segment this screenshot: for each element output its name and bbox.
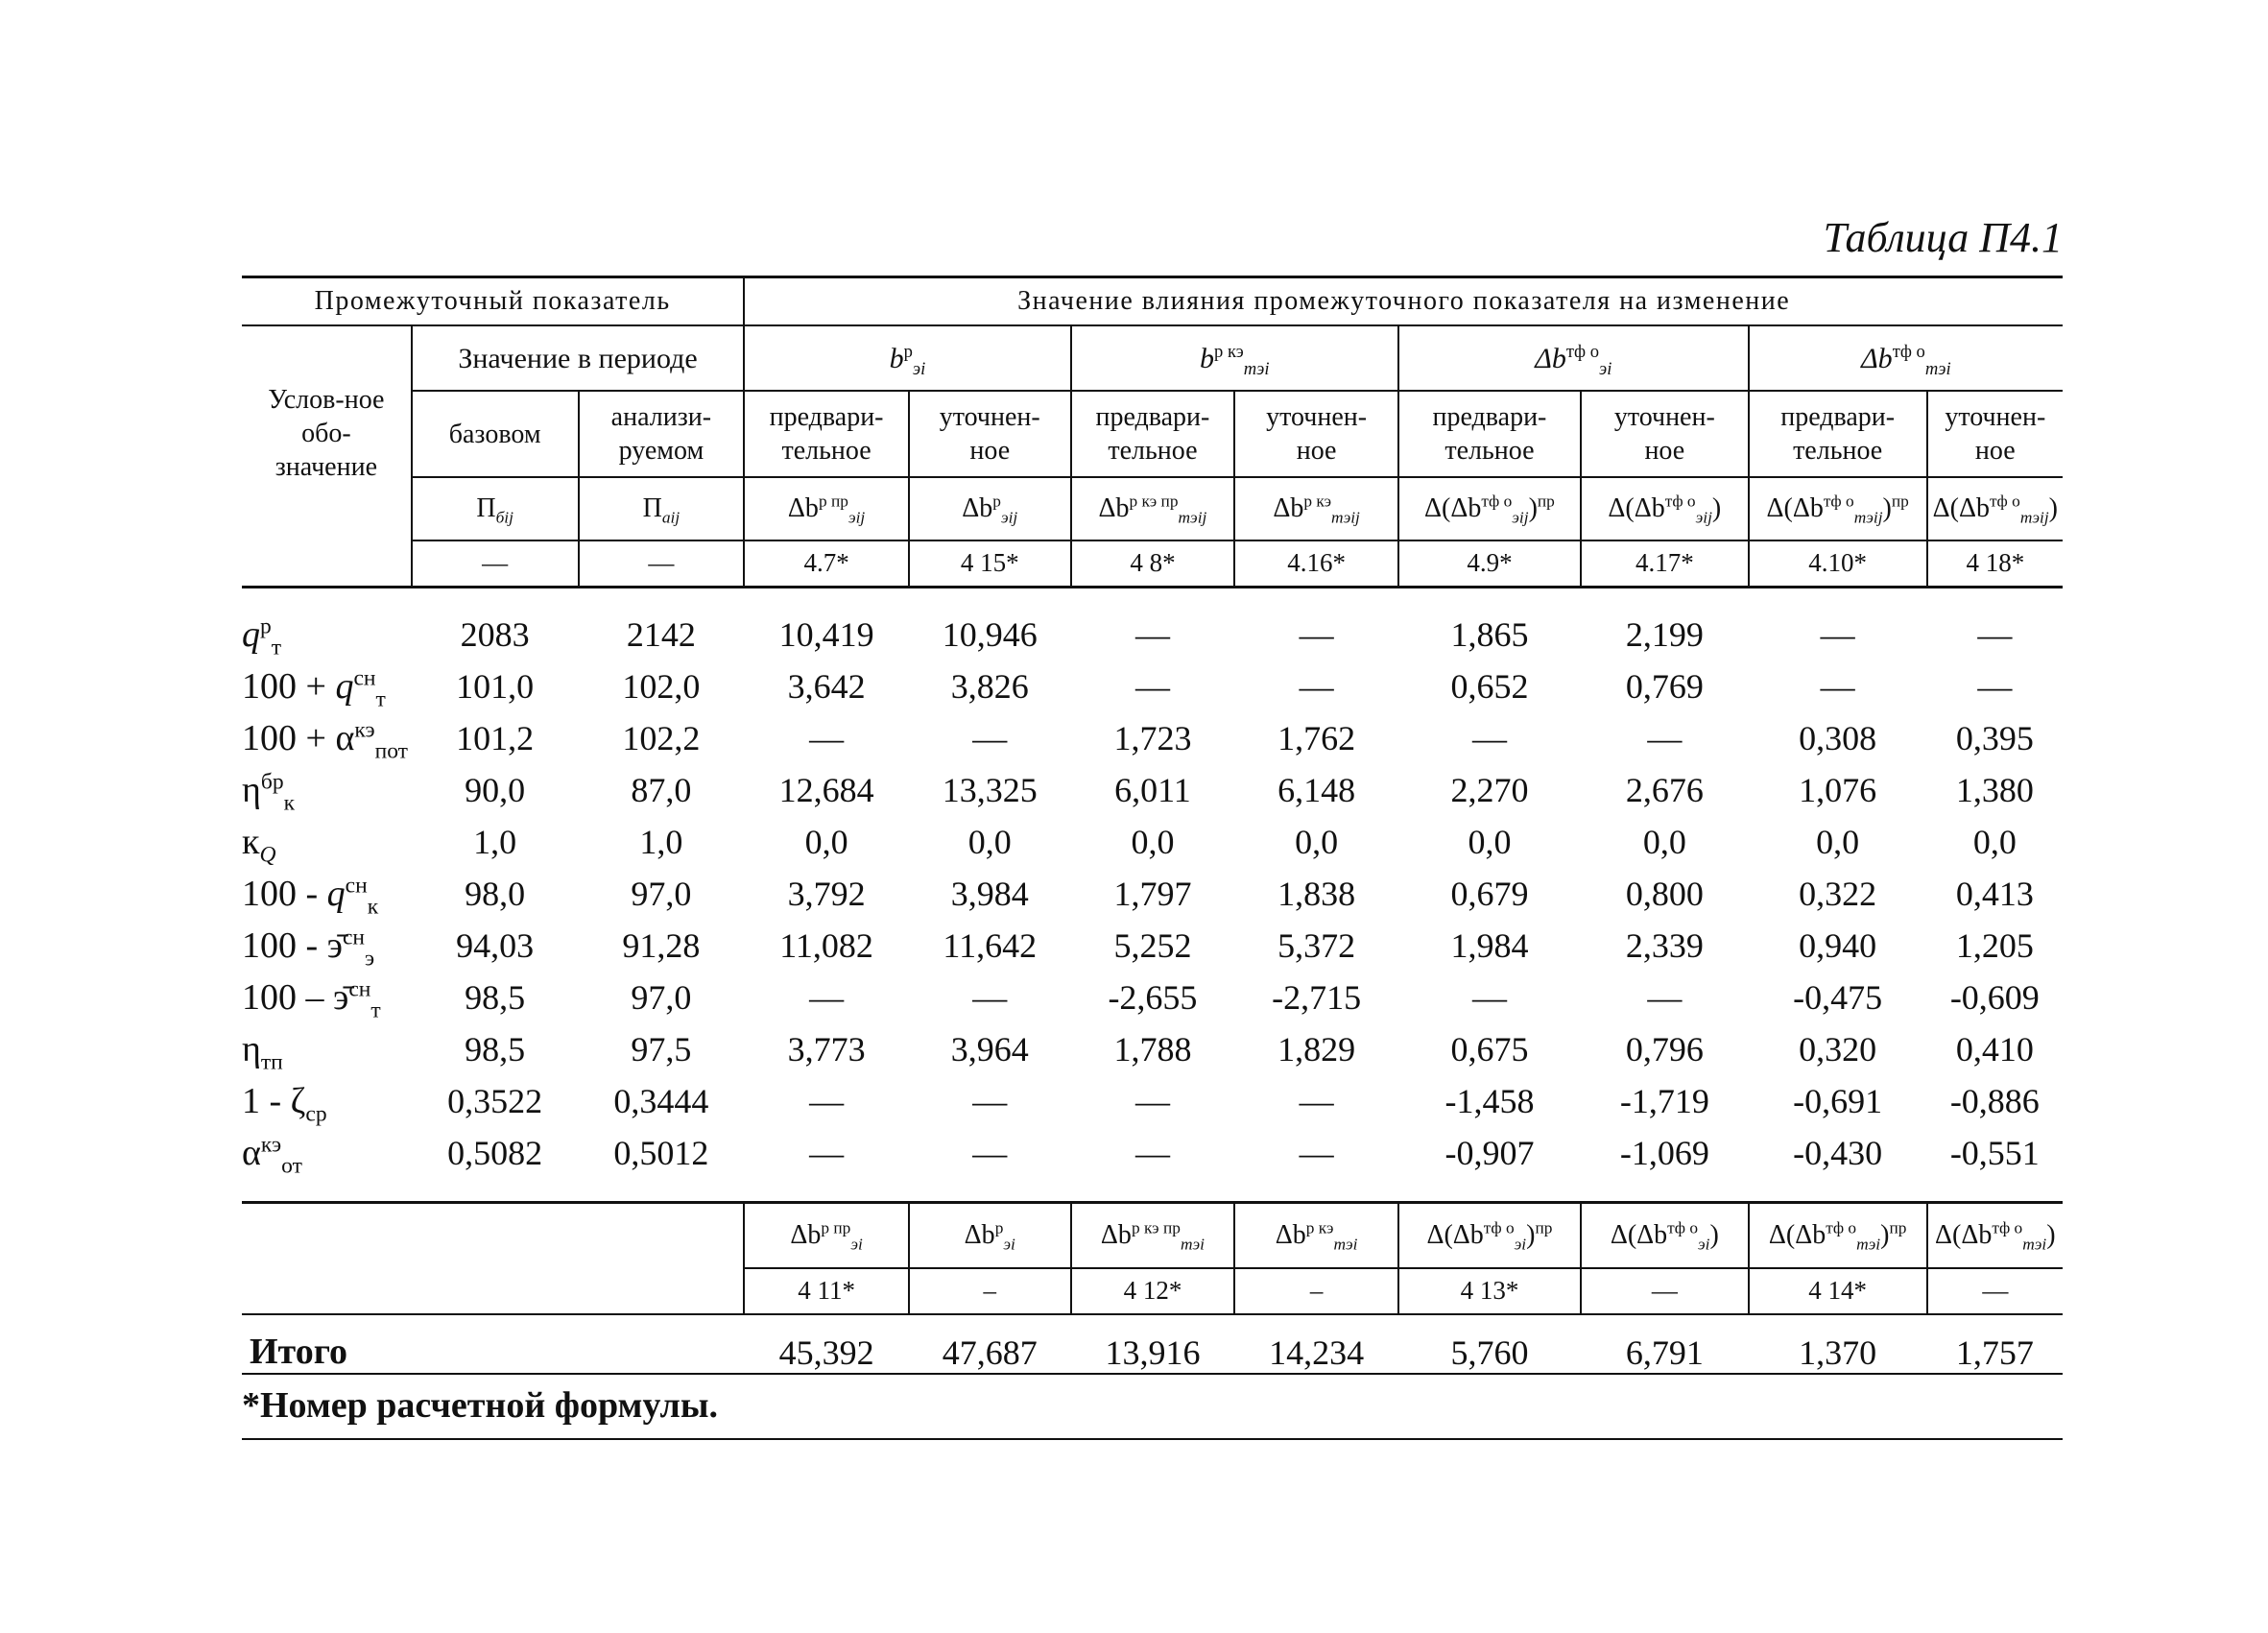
row-symbol: $100 - q^{сн}_к$ xyxy=(242,873,379,920)
total-value: 1,757 xyxy=(1927,1314,2063,1374)
cell-value: — xyxy=(1647,719,1683,758)
total-row xyxy=(242,1314,2063,1374)
pre-label-2: предвари-тельное xyxy=(1071,391,1235,477)
formula-ref: 4 8* xyxy=(1071,540,1235,588)
table-row xyxy=(242,921,2063,973)
cell-value: 0,410 xyxy=(1955,1030,2034,1069)
cell-value: 0,0 xyxy=(1295,823,1339,862)
cell-value: 11,642 xyxy=(943,926,1038,966)
footer-ref: — xyxy=(1982,1276,2009,1306)
cell-value: 3,792 xyxy=(787,875,866,914)
row-symbol: $100 + \alpha^{кэ}_{пот}$ xyxy=(242,717,408,764)
data-table xyxy=(242,276,2063,1440)
anal-value: 97,5 xyxy=(631,1030,692,1069)
cell-value: 0,940 xyxy=(1799,926,1877,966)
row-symbol: $1 - \zeta_{ср}$ xyxy=(242,1081,327,1127)
table-row xyxy=(242,817,2063,869)
total-value: 14,234 xyxy=(1234,1314,1398,1374)
cell-value: 6,011 xyxy=(1114,771,1191,810)
anal-value: 87,0 xyxy=(631,771,692,810)
row-symbol: 100 – э̄$^{сн}_т$ xyxy=(242,976,381,1023)
subcol-symbol: $\Delta(\Delta b^{тф о}_{тэij})^{пр}$ xyxy=(1749,477,1927,540)
footer-symbol: $\Delta b^{р пр}_{эi}$ xyxy=(744,1203,909,1269)
base-value: 1,0 xyxy=(473,823,517,862)
pre-label-3: предвари-тельное xyxy=(1398,391,1581,477)
anal-value: 0,3444 xyxy=(613,1082,709,1121)
cell-value: 0,679 xyxy=(1450,875,1529,914)
cell-value: 1,984 xyxy=(1450,926,1529,966)
cell-value: 1,797 xyxy=(1113,875,1192,914)
group-header-left: Промежуточный показатель xyxy=(242,277,744,326)
row-symbol: $\eta_{тп}$ xyxy=(242,1029,283,1075)
cell-value: 1,380 xyxy=(1955,771,2034,810)
footer-symbol: $\Delta(\Delta b^{тф о}_{эi})$ xyxy=(1581,1203,1749,1269)
base-value: 101,0 xyxy=(456,667,535,707)
footer-symbol: $\Delta b^р_{эi}$ xyxy=(909,1203,1071,1269)
cell-value: — xyxy=(1977,667,2013,707)
table-row xyxy=(242,973,2063,1024)
cell-value: 0,0 xyxy=(804,823,848,862)
cell-value: 3,964 xyxy=(950,1030,1029,1069)
cell-value: 0,320 xyxy=(1799,1030,1877,1069)
pre-label-4: предвари-тельное xyxy=(1749,391,1927,477)
cell-value: 5,252 xyxy=(1113,926,1192,966)
cell-value: 0,796 xyxy=(1625,1030,1704,1069)
cell-value: 1,205 xyxy=(1955,926,2034,966)
period-label: Значение в периоде xyxy=(412,325,744,391)
anal-value: 91,28 xyxy=(622,926,701,966)
cell-value: -1,458 xyxy=(1444,1082,1535,1121)
table-row xyxy=(242,1024,2063,1076)
cell-value: -0,430 xyxy=(1793,1134,1883,1173)
cell-value: 5,372 xyxy=(1277,926,1356,966)
anal-value: 97,0 xyxy=(631,978,692,1018)
cell-value: — xyxy=(972,1082,1008,1121)
formula-ref: 4.16* xyxy=(1234,540,1398,588)
cell-value: — xyxy=(1471,719,1507,758)
cell-value: -2,715 xyxy=(1272,978,1362,1018)
formula-ref: 4 15* xyxy=(909,540,1071,588)
footer-ref: – xyxy=(909,1268,1071,1314)
table-row xyxy=(242,1128,2063,1180)
cell-value: 1,829 xyxy=(1277,1030,1356,1069)
base-value: 0,3522 xyxy=(447,1082,543,1121)
subcol-symbol: $\Delta(\Delta b^{тф о}_{эij})^{пр}$ xyxy=(1398,477,1581,540)
cell-value: 2,339 xyxy=(1625,926,1704,966)
cell-value: 12,684 xyxy=(778,771,874,810)
table-title: Таблица П4.1 xyxy=(1823,214,2063,261)
cell-value: 11,082 xyxy=(779,926,873,966)
ref-label-3: уточнен-ное xyxy=(1581,391,1749,477)
footer-ref: 4 12* xyxy=(1071,1268,1235,1314)
cell-value: -0,551 xyxy=(1949,1134,2040,1173)
group-sym-4: $\Delta b^{тф о}_{тэi}$ xyxy=(1749,325,2063,391)
cell-value: — xyxy=(1471,978,1507,1018)
cell-value: — xyxy=(1299,667,1334,707)
anal-symbol: $П_{аij}$ xyxy=(579,477,745,540)
cell-value: — xyxy=(1820,615,1855,655)
cell-value: 0,395 xyxy=(1955,719,2034,758)
total-value: 5,760 xyxy=(1398,1314,1581,1374)
ref-label-4: уточнен-ное xyxy=(1927,391,2063,477)
cell-value: 0,0 xyxy=(1468,823,1512,862)
total-value: 1,370 xyxy=(1749,1314,1927,1374)
footer-symbol: $\Delta b^{р кэ пр}_{тэi}$ xyxy=(1071,1203,1235,1269)
base-value: 90,0 xyxy=(465,771,526,810)
subcol-symbol: $\Delta b^{р кэ}_{тэij}$ xyxy=(1234,477,1398,540)
cell-value: 0,769 xyxy=(1625,667,1704,707)
cell-value: — xyxy=(809,1134,845,1173)
footnote: *Номер расчетной формулы. xyxy=(242,1374,2063,1439)
cell-value: -0,609 xyxy=(1949,978,2040,1018)
footer-symbol: $\Delta(\Delta b^{тф о}_{тэi})$ xyxy=(1927,1203,2063,1269)
dash-cell: — xyxy=(579,540,745,588)
total-value: 47,687 xyxy=(909,1314,1071,1374)
table-row xyxy=(242,869,2063,921)
group-header-right: Значение влияния промежуточного показателя на изменение xyxy=(744,277,2063,326)
cell-value: 0,322 xyxy=(1799,875,1877,914)
ref-label-1: уточнен-ное xyxy=(909,391,1071,477)
spacer xyxy=(242,588,2063,611)
cell-value: 1,838 xyxy=(1277,875,1356,914)
cell-value: 3,642 xyxy=(787,667,866,707)
subcol-symbol: $\Delta(\Delta b^{тф о}_{эij})$ xyxy=(1581,477,1749,540)
footer-symbol: $\Delta(\Delta b^{тф о}_{тэi})^{пр}$ xyxy=(1749,1203,1927,1269)
table-row xyxy=(242,661,2063,713)
base-value: 98,5 xyxy=(465,1030,526,1069)
footer-ref: 4 14* xyxy=(1749,1268,1927,1314)
cell-value: 3,826 xyxy=(950,667,1029,707)
table-row xyxy=(242,1076,2063,1128)
cond-label: Услов-ное обо-значение xyxy=(268,385,385,482)
formula-ref: 4.7* xyxy=(744,540,909,588)
cell-value: — xyxy=(809,719,845,758)
table-row xyxy=(242,610,2063,661)
cell-value: — xyxy=(1299,1082,1334,1121)
anal-value: 1,0 xyxy=(639,823,683,862)
formula-ref: 4.10* xyxy=(1749,540,1927,588)
subcol-symbol: $\Delta b^{р пр}_{эij}$ xyxy=(744,477,909,540)
cell-value: 2,199 xyxy=(1625,615,1704,655)
dash-cell: — xyxy=(412,540,579,588)
cell-value: — xyxy=(1134,1134,1170,1173)
formula-ref: 4 18* xyxy=(1927,540,2063,588)
cell-value: 1,762 xyxy=(1277,719,1356,758)
subcol-symbol: $\Delta(\Delta b^{тф о}_{тэij})$ xyxy=(1927,477,2063,540)
cell-value: — xyxy=(809,978,845,1018)
cell-value: -0,907 xyxy=(1444,1134,1535,1173)
footer-ref: — xyxy=(1581,1268,1749,1314)
anal-value: 102,0 xyxy=(622,667,701,707)
cell-value: 3,984 xyxy=(950,875,1029,914)
total-label: Итого xyxy=(242,1314,744,1374)
cond-label-cell xyxy=(242,325,412,540)
footer-symbol: $\Delta(\Delta b^{тф о}_{эi})^{пр}$ xyxy=(1398,1203,1581,1269)
cell-value: 1,865 xyxy=(1450,615,1529,655)
cell-value: 0,0 xyxy=(1131,823,1175,862)
group-sym-1: $b^р_{эi}$ xyxy=(744,325,1070,391)
cell-value: 3,773 xyxy=(787,1030,866,1069)
cell-value: 0,0 xyxy=(1642,823,1686,862)
cell-value: 1,788 xyxy=(1113,1030,1192,1069)
cell-value: — xyxy=(1134,1082,1170,1121)
cell-value: 0,413 xyxy=(1955,875,2034,914)
cell-value: 1,723 xyxy=(1113,719,1192,758)
cell-value: 2,676 xyxy=(1625,771,1704,810)
row-symbol: $100 + q^{сн}_т$ xyxy=(242,665,386,712)
cell-value: 13,325 xyxy=(942,771,1038,810)
footer-symbol: $\Delta b^{р кэ}_{тэi}$ xyxy=(1234,1203,1398,1269)
base-symbol: $П_{бij}$ xyxy=(412,477,579,540)
cell-value: -0,475 xyxy=(1793,978,1883,1018)
cell-value: 2,270 xyxy=(1450,771,1529,810)
base-value: 2083 xyxy=(460,615,530,655)
row-symbol: $к_Q$ xyxy=(242,822,276,868)
base-value: 94,03 xyxy=(456,926,535,966)
cell-value: 0,0 xyxy=(1972,823,2017,862)
total-value: 45,392 xyxy=(744,1314,909,1374)
cell-value: 6,148 xyxy=(1277,771,1356,810)
subcol-symbol: $\Delta b^{р кэ пр}_{тэij}$ xyxy=(1071,477,1235,540)
group-sym-3: $\Delta b^{тф о}_{эi}$ xyxy=(1398,325,1749,391)
row-symbol: $q^р_т$ xyxy=(242,613,282,660)
total-value: 13,916 xyxy=(1071,1314,1235,1374)
blank-cell xyxy=(242,1203,744,1269)
formula-ref: 4.9* xyxy=(1398,540,1581,588)
base-value: 98,5 xyxy=(465,978,526,1018)
cell-value: 0,652 xyxy=(1450,667,1529,707)
cell-value: 10,419 xyxy=(778,615,874,655)
anal-value: 0,5012 xyxy=(613,1134,709,1173)
cell-value: -1,719 xyxy=(1619,1082,1709,1121)
cell-value: — xyxy=(1299,1134,1334,1173)
blank-cell xyxy=(242,1268,744,1314)
ref-label-2: уточнен-ное xyxy=(1234,391,1398,477)
cell-value: — xyxy=(809,1082,845,1121)
cell-value: — xyxy=(972,719,1008,758)
row-symbol: $\alpha^{кэ}_{от}$ xyxy=(242,1132,302,1179)
cell-value: 0,675 xyxy=(1450,1030,1529,1069)
row-symbol: 100 - э̄$^{сн}_э$ xyxy=(242,925,375,972)
cell-value: -1,069 xyxy=(1619,1134,1709,1173)
cell-value: — xyxy=(972,1134,1008,1173)
pre-label-1: предвари-тельное xyxy=(744,391,909,477)
base-value: 98,0 xyxy=(465,875,526,914)
total-value: 6,791 xyxy=(1581,1314,1749,1374)
group-sym-2: $b^{р кэ}_{тэi}$ xyxy=(1071,325,1398,391)
cell-value: — xyxy=(1299,615,1334,655)
cell-value: 0,800 xyxy=(1625,875,1704,914)
cell-value: 0,0 xyxy=(1816,823,1860,862)
cell-value: 0,308 xyxy=(1799,719,1877,758)
footer-ref: 4 11* xyxy=(744,1268,909,1314)
formula-ref: 4.17* xyxy=(1581,540,1749,588)
table-row xyxy=(242,713,2063,765)
cell-value: 0,0 xyxy=(967,823,1012,862)
subcol-symbol: $\Delta b^р_{эij}$ xyxy=(909,477,1071,540)
cell-value: — xyxy=(1820,667,1855,707)
cell-value: 10,946 xyxy=(942,615,1038,655)
cell-value: — xyxy=(1134,667,1170,707)
cell-value: -2,655 xyxy=(1108,978,1198,1018)
footer-ref: – xyxy=(1234,1268,1398,1314)
cell-value: -0,691 xyxy=(1793,1082,1883,1121)
base-label: базовом xyxy=(412,391,579,477)
cell-value: — xyxy=(1134,615,1170,655)
cell-value: -0,886 xyxy=(1949,1082,2040,1121)
row-symbol: $\eta^{бр}_к$ xyxy=(242,769,296,816)
anal-value: 97,0 xyxy=(631,875,692,914)
base-value: 0,5082 xyxy=(447,1134,543,1173)
cell-value: 1,076 xyxy=(1799,771,1877,810)
anal-value: 102,2 xyxy=(622,719,701,758)
anal-value: 2142 xyxy=(626,615,696,655)
cell-value: — xyxy=(1977,615,2013,655)
base-value: 101,2 xyxy=(456,719,535,758)
cell-value: — xyxy=(972,978,1008,1018)
table-row xyxy=(242,765,2063,817)
footer-ref: 4 13* xyxy=(1398,1268,1581,1314)
cell-value: — xyxy=(1647,978,1683,1018)
blank-cell xyxy=(242,540,412,588)
spacer xyxy=(242,1180,2063,1203)
anal-label: анализи-руемом xyxy=(579,391,745,477)
